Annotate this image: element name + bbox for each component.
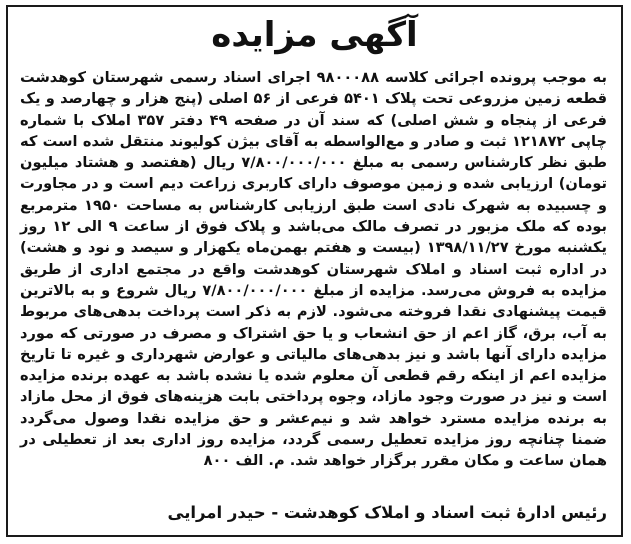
notice-title: آگهی مزایده bbox=[211, 15, 418, 55]
notice-body: به موجب پرونده اجرائی کلاسه ۹۸۰۰۰۸۸ اجرای اسناد رسمی شهرستان کوهدشت قطعه زمین مزروعی تحت پلاک ۵۴۰۱ فرعی از ۵۶ اصلی (پنج هزار و چهارصد و یک فرعی از پنجاه و شش اصلی) که سند آن در صفحه ۴۹ دفتر ۳۵۷ املاک با شماره چاپی ۱۲۱۸۷۲ ثبت و صادر و مع‌الواسطه به آقای بیژن کولیوند منتقل شده است که طبق نظر کارشناس رسمی به مبلغ ۷/۸۰۰/۰۰۰/۰۰۰ ریال (هفتصد و هشتاد میلیون تومان) ارزیابی شده و زمین موصوف دارای کاربری زراعت دیم است و در مجاورت و چسبیده به شهرک نادی است طبق ارزیابی کارشناس به مساحت ۱۹۵۰ مترمربع بوده که ملک مزبور در تصرف مالک می‌باشد و پلاک فوق از ساعت ۹ الی ۱۲ روز یکشنبه مورخ ۱۳۹۸/۱۱/۲۷ (بیست و هفتم بهمن‌ماه یکهزار و سیصد و نود و هشت) در اداره ثبت اسناد و املاک شهرستان کوهدشت واقع در مجتمع اداری از طریق مزایده به فروش می‌رسد. مزایده از مبلغ ۷/۸۰۰/۰۰۰/۰۰۰ ریال شروع و به بالاترین قیمت پیشنهادی نقدا فروخته می‌شود. لازم به ذکر است پرداخت بدهی‌های مربوط به آب، برق، گاز اعم از حق انشعاب و یا حق اشتراک و مصرف در صورتی که مورد مزایده دارای آنها باشد و نیز بدهی‌های مالیاتی و عوارض شهرداری و غیره تا تاریخ مزایده اعم از اینکه رقم قطعی آن معلوم شده یا نشده باشد به عهده برنده مزایده است و نیز در صورت وجود مازاد، وجوه پرداختی بابت هزینه‌های فوق از محل مازاد به برنده مزایده مسترد خواهد شد و نیم‌عشر و حق مزایده نقدا وصول می‌گردد ضمنا چنانچه روز مزایده تعطیل رسمی گردد، مزایده روز اداری بعد از تعطیلی در همان ساعت و مکان مقرر برگزار خواهد شد. م. الف ۸۰۰ bbox=[20, 69, 608, 470]
notice-signature: رئیس ادارهٔ ثبت اسناد و املاک کوهدشت - حیدر امرایی bbox=[167, 503, 607, 522]
notice-frame bbox=[6, 5, 623, 537]
